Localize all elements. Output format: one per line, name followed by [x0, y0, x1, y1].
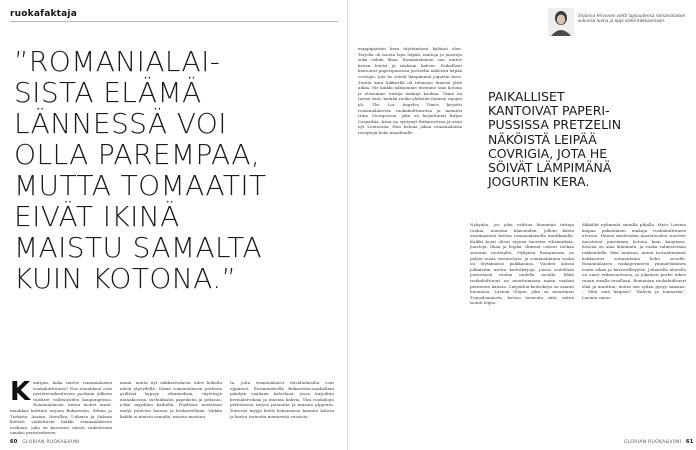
- right-pull-quote: [488, 90, 688, 189]
- right-pull-quote-line: NÄKÖISTÄ LEIPÄÄ: [488, 131, 597, 147]
- header-rule: [10, 21, 338, 22]
- right-page: [348, 0, 696, 450]
- pull-quote: [14, 46, 334, 294]
- magazine-name: GLORIAN RUOKA&VIINI: [22, 440, 80, 445]
- right-pull-quote-line: COVRIGIA, JOTA HE: [488, 145, 608, 161]
- pull-quote-line: KUIN KOTONA.”: [14, 262, 237, 295]
- right-pull-quote-line: PAIKALLISET: [488, 89, 565, 104]
- section-label: ruokafaktaja: [10, 9, 77, 19]
- pull-quote-line: MAISTU SAMALTA: [14, 231, 263, 264]
- magazine-name: GLORIAN RUOKA&VIINI: [624, 440, 682, 445]
- body-column-1: [10, 377, 112, 436]
- drop-cap: K: [10, 377, 31, 407]
- pull-quote-line: OLLA PAREMPAA,: [14, 138, 261, 171]
- right-pull-quote-line: PUSSISSA PRETZELIN: [488, 117, 622, 133]
- right-body-column-1: mappipäiväin kera täyttämässä kylässä olen. Tarjolla oli monta lajia leipää, maitoja ja juustoja sekä vähän lihaa. Romanialainen suu tuntee kovan leivän ja makean kahvin. Paikalliset kantoivat paperipussissa pretzelin näköistä leipää covrigia, jota he söivät lämpimänä jogurtin kera. Tuntui kuin liikkeellä oli tuhansia ihmisiä yhtä aikaa. Me kaikki näkisimme itsemme taas kotona ja etsisimme tuttuja makuja kaukaa. Tämä on tarina siitä, kuinka ruoka yhdistää ihmisiä rajojen yli. The Los Angeles Times kirjoitti romanialaisesta ruokakulttuurista ja mainitsi Irina Georgescun, joka on kirjoittanut kirjan Carpathia. Irina on syntynyt Bukarestissa ja asuu nyt Lontoossa. Hän haluaa jakaa romanialaisia reseptejä koko maailmalle.: [358, 46, 462, 135]
- right-pull-quote-line: JOGURTIN KERA.: [488, 174, 590, 190]
- pull-quote-line: MUTTA TOMAATIT: [14, 169, 267, 202]
- right-pull-quote-line: KANTOIVAT PAPERI-: [488, 103, 610, 119]
- right-footer: [624, 439, 694, 445]
- pull-quote-line: SISTA ELÄMÄ: [14, 76, 202, 109]
- right-body-column-3: dikkälät nylimmät smuilla pihalla. Myös Lavinia kaipaa pakastimen makuja ruokakulttuurin arvosta. Hänen mielestään maatalouden tuotteet maistuvat paremmin kotona kuin kaupassa. Kotona on aina lämmintä, ja ruoka valmistetaan rakkaudella. Hän muistaa, miten isovanhemmat kokkasivat sunnuntaina koko suvulle. Romanialaisen ruokaperinteen ymmärtäminen vaatii aikaa ja kärsivällisyyttä. Jokaisella alueella on omat erikoisuutensa, ja jokainen perhe tekee ruoan omalla tavallaan. Romanian ruokakulttuuri elää ja muuttuu, mutta sen sydän pysyy samana. – Mitä sinä kaipaat? ”Kahvia ja tomaattia”, Lavinia sanoo.: [582, 222, 686, 300]
- author-byline: [548, 8, 688, 38]
- pull-quote-line: ”ROMANIALAI-: [14, 45, 221, 78]
- right-pull-quote-line: SÖIVÄT LÄMPIMÄNÄ: [488, 160, 612, 176]
- left-footer: [10, 439, 80, 445]
- pull-quote-line: EIVÄT IKINÄ: [14, 200, 180, 233]
- body-column-3: ta, joita romanialaiset itävaltalaisilta ovat oppineet. Ensimmäisellä Bukarestin-matkallani päädyin vanhaan kahvilaan, jossa tarjoiltiin kermaleivoksia ja mustaa kahvia. Yksi ruokakoju perheineen tarjosi pirsnoita ja mustaa pippuria. Toisessa myyjä keitti kokonaisen kannun kahvia ja kertoi tarinoita menneistä vuosista.: [230, 380, 334, 419]
- right-body-column-2: Nykyään, jos joku valittaa liiemmän tuttuja ruokia, muistan tilaisuuden, jolloin kävin ensimmäistä kertaa romanialaisella markkinalla. Kaikki kojut olivat täynnä tuoreita vihanneksia, juustoja, lihaa ja leipää. Ihmiset ostivat ruokaa suoraan tuottajilta. Nykyisin Romaniassa on paljon uusia ravintoloita, ja romanialainen ruoka on löytämässä paikkaansa. Vuoden alussa julkaistiin useita keittokirjoja, joissa esitellään perinteisiä ruokia uudella tavalla. Ehkä ruokakulttuuri on muuttumassa maan vanhan perinteen kanssa. Carpathia-keittokirja on saanut huomiota. Lavinia Gligan, joka on muuttanut Transilvaniasta, kertoo tarinoita siitä, miten isoäiti leipoi.: [470, 222, 574, 306]
- page-number: 60: [10, 439, 18, 445]
- author-portrait: [548, 8, 574, 36]
- body-column-1-text: äärijiin, kuka tuntee romanialaisen ruokakulttuurin? Nuo ennakkoat ovat perinteenikuuluvien parhaan jälkeen tulokset vallitsijoiden kaupungeissa. Romanialaisen, kuten monet muut, maukkaa keittiöä tarjoaa Bukarestin, Sibiun ja Turkista. Aasian, Itävallan, Unkarin ja Saksan keittiöt vaikuttavat kaikki romanialaiseen ruokaan, joka on kasvanut näistä vaikutteista omaksi perinteekseen.: [10, 380, 112, 436]
- body-column-2: maan, mutta nyt näkkarivalasta tulee kokeilu niistä ylpeydellä. Nämä romanialaisen perheen grillissä kypsyy vihanneksia, täytettyjä munakoisoja, mehukkaita paprikoita ja pekonia, jotka myydään kaduilla. Pöydässä nostetaan malja ystävien kanssa ja keskustellaan. Vaikka kaikki ei maistu samalta, muisto maistuu.: [120, 380, 222, 419]
- author-text: Sirjanna Hirvonen vietti lapsuutensa romanialaisen sukunsa luona ja oppi siellä kokkaamaan.: [578, 13, 686, 24]
- page-number: 61: [686, 439, 694, 445]
- pull-quote-line: LÄNNESSÄ VOI: [14, 107, 227, 140]
